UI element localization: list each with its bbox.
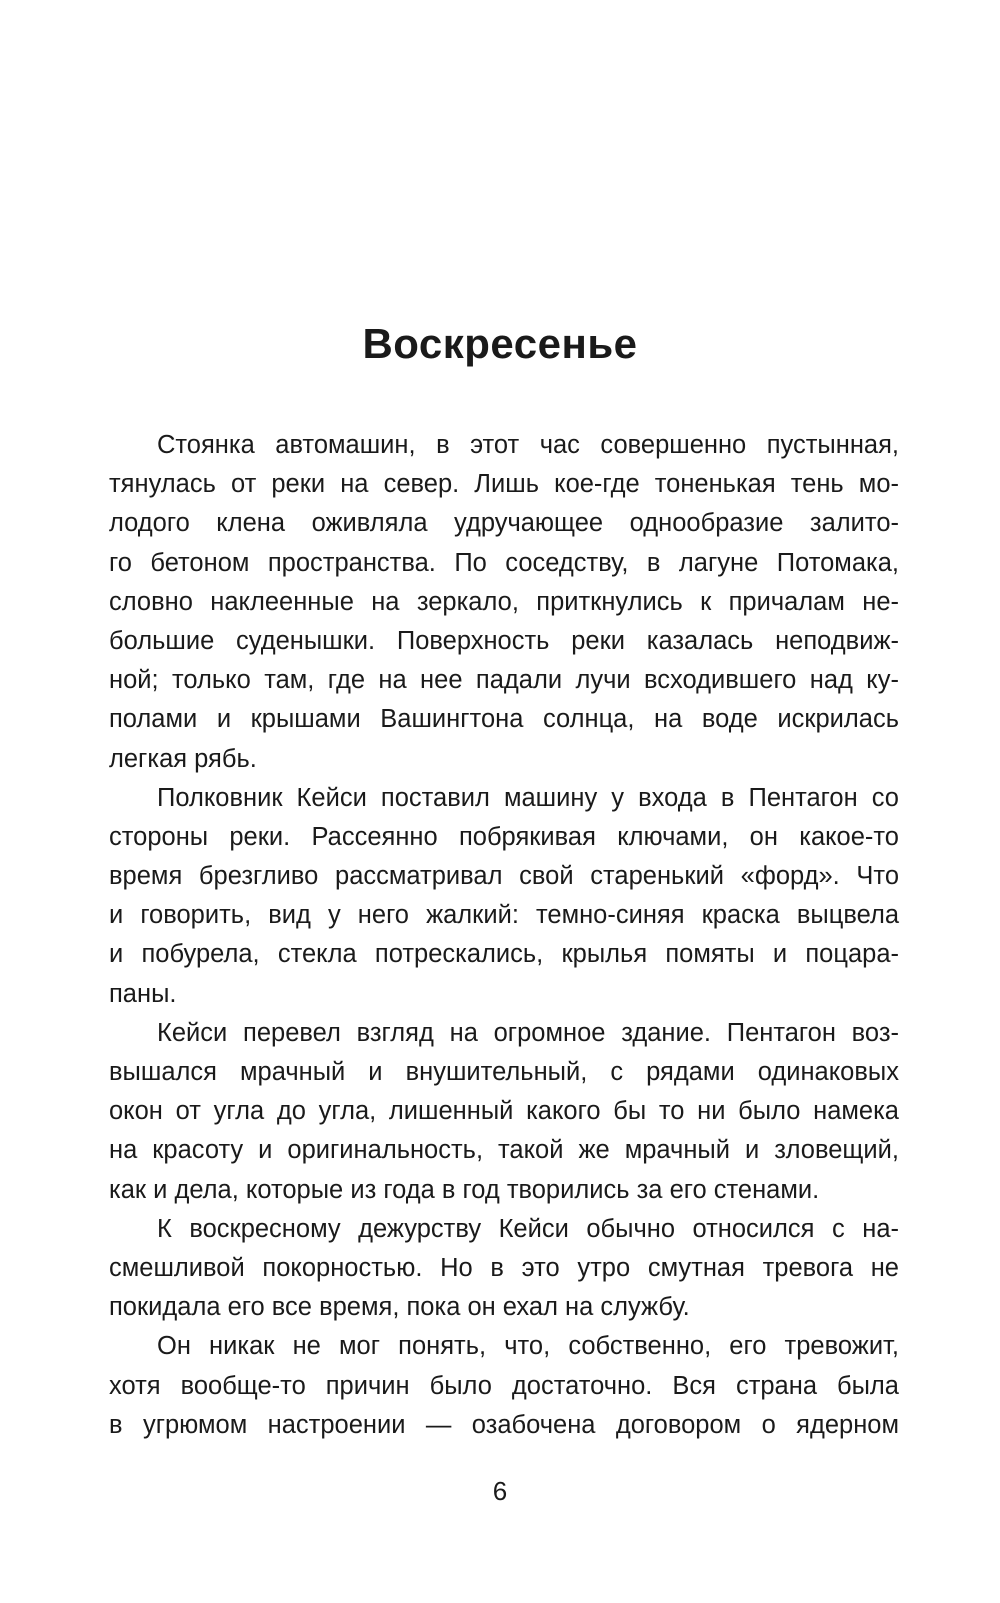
- text-line: и говорить, вид у него жалкий: темно-синяя краска выцвела: [109, 901, 899, 930]
- text-line: полами и крышами Вашингтона солнца, на воде искрилась: [109, 705, 899, 734]
- text-line: К воскресному дежурству Кейси обычно относился с на-: [157, 1214, 899, 1243]
- text-line: го бетоном пространства. По соседству, в лагуне Потомака,: [109, 548, 899, 577]
- text-line: Стоянка автомашин, в этот час совершенно пустынная,: [157, 431, 899, 459]
- text-line: легкая рябь.: [109, 744, 257, 773]
- paragraph-3: [109, 1014, 899, 1210]
- text-line: паны.: [109, 979, 177, 1008]
- text-line: хотя вообще-то причин было достаточно. Вся страна была: [109, 1371, 899, 1400]
- body-text: [109, 426, 899, 1445]
- text-line: и побурела, стекла потрескались, крылья помяты и поцара-: [109, 940, 899, 969]
- text-line: стороны реки. Рассеянно побрякивая ключами, он какое-то: [109, 822, 899, 851]
- paragraph-2: [109, 779, 899, 1014]
- text-line: окон от угла до угла, лишенный какого бы то ни было намека: [109, 1097, 899, 1126]
- text-line: как и дела, которые из года в год творились за его стенами.: [109, 1175, 820, 1204]
- text-line: на красоту и оригинальность, такой же мрачный и зловещий,: [109, 1136, 899, 1165]
- text-line: Он никак не мог понять, что, собственно, его тревожит,: [157, 1332, 899, 1361]
- text-line: вышался мрачный и внушительный, с рядами одинаковых: [109, 1058, 899, 1086]
- text-line: время брезгливо рассматривал свой старенький «форд». Что: [109, 862, 899, 891]
- text-line: смешливой покорностью. Но в это утро смутная тревога не: [109, 1253, 899, 1282]
- text-line: большие суденышки. Поверхность реки казалась неподвиж-: [109, 626, 899, 655]
- page-number: 6: [492, 1476, 508, 1506]
- text-line: тянулась от реки на север. Лишь кое-где тоненькая тень мо-: [109, 470, 899, 499]
- text-line: Полковник Кейси поставил машину у входа в Пентагон со: [157, 783, 899, 812]
- text-line: словно наклеенные на зеркало, приткнулись к причалам не-: [109, 587, 899, 616]
- paragraph-4: [109, 1210, 899, 1328]
- paragraph-1: [109, 426, 899, 779]
- text-line: Кейси перевел взгляд на огромное здание. Пентагон воз-: [157, 1018, 899, 1047]
- text-line: в угрюмом настроении — озабочена договором о ядерном: [109, 1410, 899, 1439]
- chapter-title: Воскресенье: [362, 320, 638, 367]
- text-line: ной; только там, где на нее падали лучи всходившего над ку-: [109, 666, 899, 695]
- paragraph-5: [109, 1327, 899, 1445]
- text-line: покидала его все время, пока он ехал на службу.: [109, 1293, 690, 1322]
- text-line: лодого клена оживляла удручающее однообразие залито-: [109, 509, 899, 538]
